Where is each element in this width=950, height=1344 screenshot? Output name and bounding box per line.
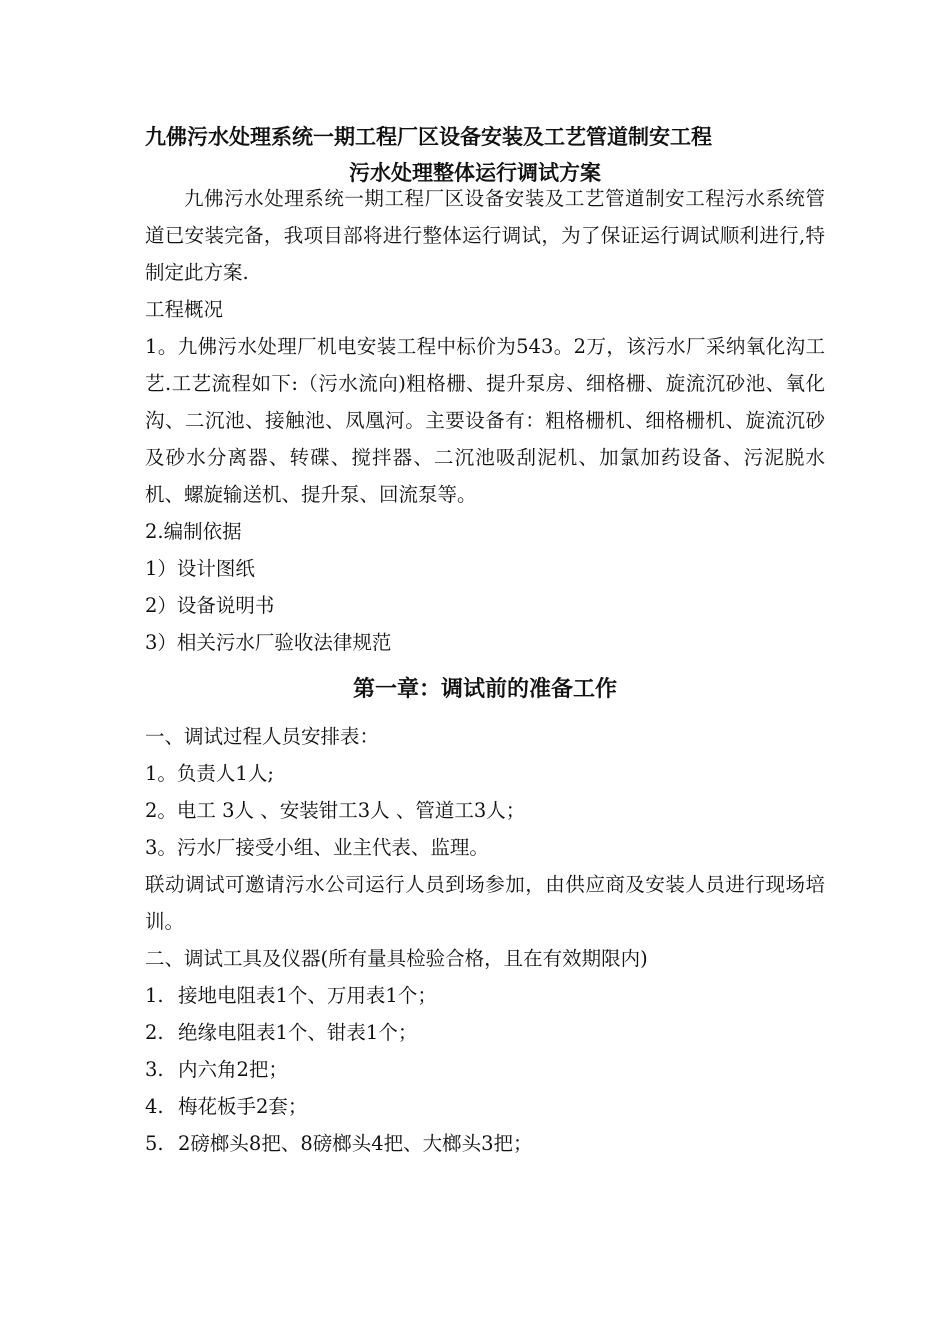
basis-item: 1）设计图纸	[145, 557, 255, 580]
staff-heading: 一、调试过程人员安排表：	[145, 725, 380, 748]
tools-item	[145, 1088, 825, 1125]
tools-heading: 二、调试工具及仪器(所有量具检验合格，且在有效期限内)	[145, 947, 648, 970]
staff-item: 3。污水厂接受小组、业主代表、监理。	[145, 836, 489, 859]
tools-item	[145, 977, 825, 1014]
tools-item	[145, 1125, 825, 1162]
basis-item: 2）设备说明书	[145, 594, 275, 617]
overview-item-1: 1。九佛污水处理厂机电安装工程中标价为543。2万，该污水厂采纳氧化沟工艺.工艺流程如下:（污水流向)粗格栅、提升泵房、细格栅、旋流沉砂池、氧化沟、二沉池、接触池、凤凰河。主要设备有：粗格栅机、细格栅机、旋流沉砂及砂水分离器、转碟、搅拌器、二沉池吸刮泥机、加氯加药设备、污泥脱水机、螺旋输送机、提升泵、回流泵等。	[145, 335, 825, 506]
tools-item-number: 4.	[145, 1095, 164, 1118]
staff-item: 2。电工 3人 、安装钳工3人 、管道工3人；	[145, 799, 526, 822]
basis-item: 3）相关污水厂验收法律规范	[145, 631, 392, 654]
tools-item	[145, 1014, 825, 1051]
tools-item-text: 内六角2把；	[178, 1058, 288, 1081]
tools-item-number: 2.	[145, 1021, 164, 1044]
tools-item-text: 接地电阻表1个、万用表1个；	[178, 984, 437, 1007]
intro-paragraph: 九佛污水处理系统一期工程厂区设备安装及工艺管道制安工程污水系统管道已安装完备，我项目部将进行整体运行调试，为了保证运行调试顺利进行,特制定此方案.	[145, 187, 825, 284]
tools-item-text: 梅花板手2套；	[178, 1095, 308, 1118]
basis-heading: 2.编制依据	[145, 520, 242, 543]
document-title-line2: 污水处理整体运行调试方案	[349, 160, 601, 185]
document-body	[145, 180, 825, 1162]
tools-item	[145, 1051, 825, 1088]
tools-item-number: 3.	[145, 1058, 164, 1081]
tools-item-number: 5.	[145, 1132, 164, 1155]
tools-item-number: 1.	[145, 984, 164, 1007]
chapter-1-title: 第一章：调试前的准备工作	[352, 676, 617, 702]
staff-item: 1。负责人1人;	[145, 762, 274, 785]
tools-item-text: 2磅榔头8把、8磅榔头4把、大榔头3把；	[178, 1132, 533, 1155]
staff-note: 联动调试可邀请污水公司运行人员到场参加，由供应商及安装人员进行现场培训。	[145, 873, 825, 933]
document-title-line1: 九佛污水处理系统一期工程厂区设备安装及工艺管道制安工程	[145, 124, 712, 149]
overview-heading: 工程概况	[145, 298, 224, 321]
tools-item-text: 绝缘电阻表1个、钳表1个；	[178, 1021, 418, 1044]
